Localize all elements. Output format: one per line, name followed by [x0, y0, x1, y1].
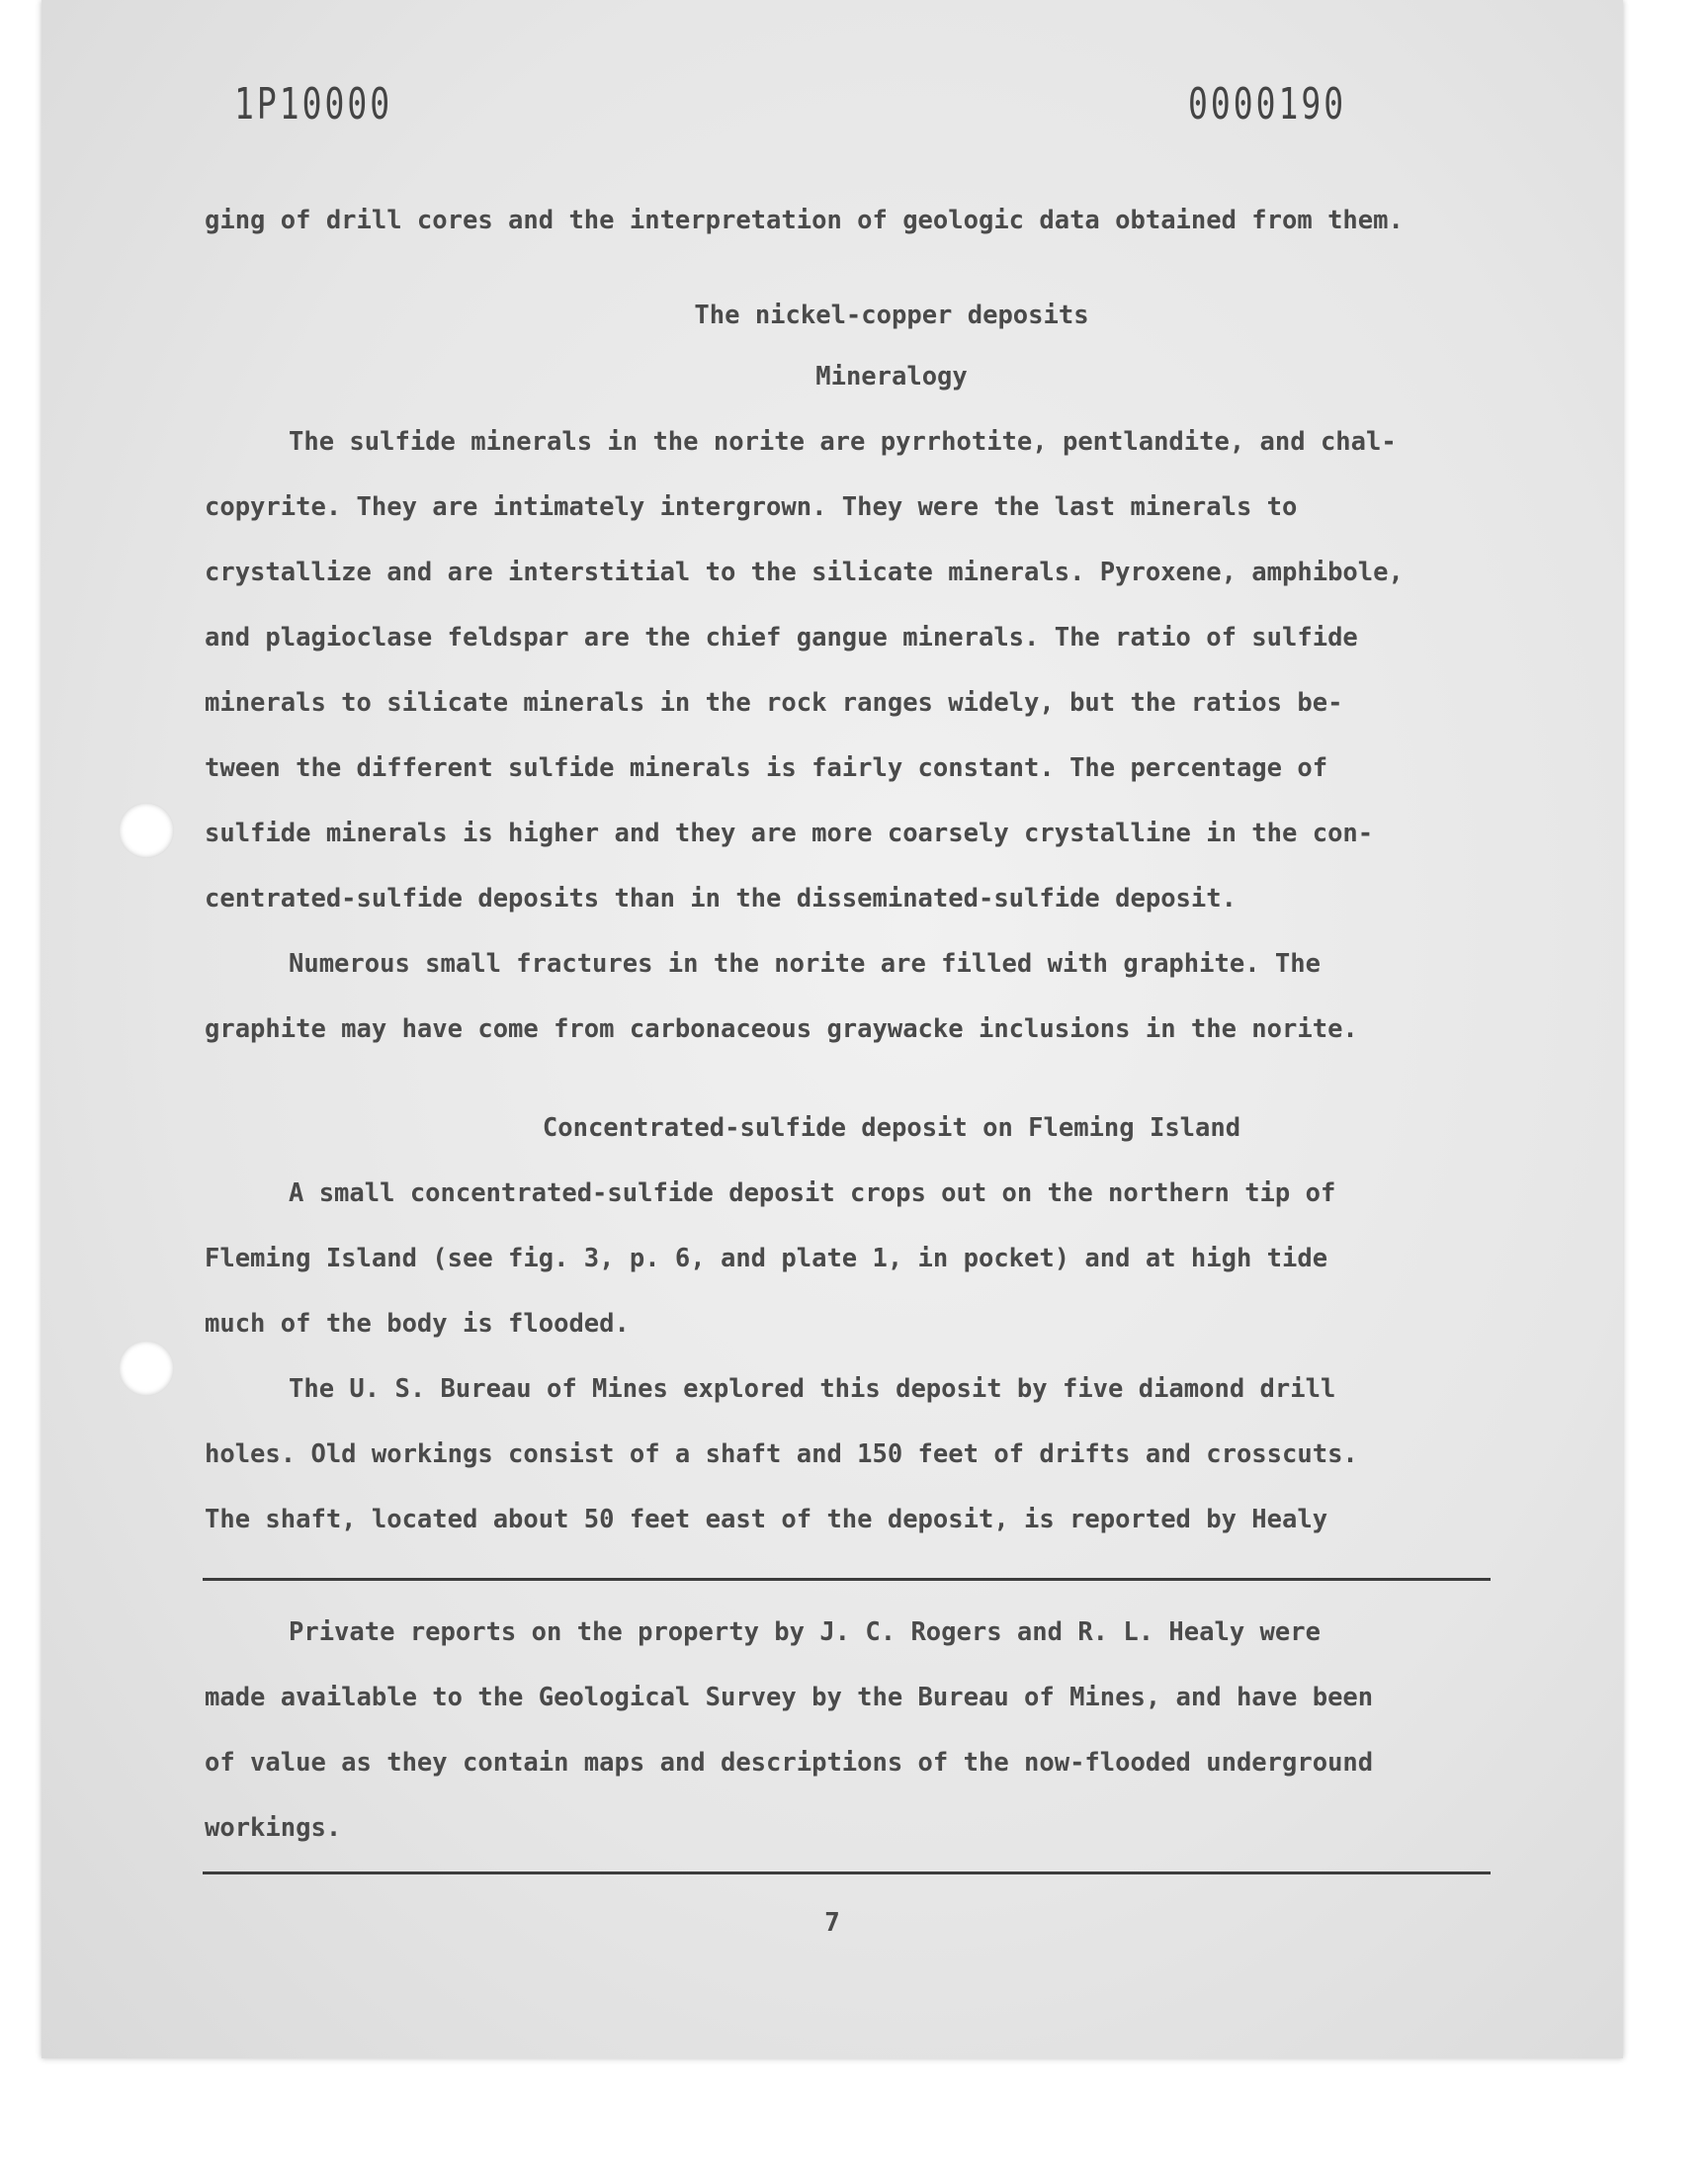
text-line: and plagioclase feldspar are the chief gangue minerals. The ratio of sulfide: [205, 623, 1358, 652]
text-line: copyrite. They are intimately intergrown. They were the last minerals to: [205, 492, 1298, 522]
text-line: The shaft, located about 50 feet east of the deposit, is reported by Healy: [205, 1505, 1328, 1534]
page-number: 7: [824, 1908, 840, 1938]
text-line: much of the body is flooded.: [205, 1309, 630, 1339]
footnote-line: of value as they contain maps and descriptions of the now-flooded underground: [205, 1748, 1374, 1778]
text-line: The U. S. Bureau of Mines explored this deposit by five diamond drill: [289, 1374, 1336, 1404]
header-stamp-left: 1P10000: [234, 79, 393, 130]
header-stamp-right: 0000190: [1188, 79, 1347, 130]
footnote: [205, 1600, 1579, 1861]
footnote-rule-top: [203, 1578, 1491, 1581]
footnote-line: workings.: [205, 1813, 342, 1843]
text-line: graphite may have come from carbonaceous graywacke inclusions in the norite.: [205, 1014, 1358, 1044]
footnote-line: made available to the Geological Survey by the Bureau of Mines, and have been: [205, 1683, 1374, 1712]
text-line: ging of drill cores and the interpretation of geologic data obtained from them.: [205, 206, 1404, 235]
text-line: minerals to silicate minerals in the rock ranges widely, but the ratios be-: [205, 688, 1343, 718]
main-text: [205, 188, 1579, 1552]
punch-hole-bottom: [119, 1341, 174, 1396]
text-line: crystallize and are interstitial to the silicate minerals. Pyroxene, amphibole,: [205, 558, 1404, 587]
text-line: The sulfide minerals in the norite are pyrrhotite, pentlandite, and chal-: [289, 427, 1397, 457]
text-line: sulfide minerals is higher and they are more coarsely crystalline in the con-: [205, 819, 1374, 848]
text-line: tween the different sulfide minerals is fairly constant. The percentage of: [205, 753, 1328, 783]
footnote-line: Private reports on the property by J. C. Rogers and R. L. Healy were: [289, 1617, 1321, 1647]
section-heading: Concentrated-sulfide deposit on Fleming Island: [542, 1113, 1241, 1143]
text-line: Fleming Island (see fig. 3, p. 6, and plate 1, in pocket) and at high tide: [205, 1244, 1328, 1273]
footnote-rule-bottom: [203, 1871, 1491, 1874]
text-line: holes. Old workings consist of a shaft and 150 feet of drifts and crosscuts.: [205, 1439, 1358, 1469]
text-line: Numerous small fractures in the norite are filled with graphite. The: [289, 949, 1321, 979]
document-page: [42, 0, 1623, 2058]
punch-hole-top: [119, 803, 174, 858]
subsection-heading: Mineralogy: [815, 362, 968, 392]
text-line: centrated-sulfide deposits than in the disseminated-sulfide deposit.: [205, 884, 1237, 914]
text-line: A small concentrated-sulfide deposit crops out on the northern tip of: [289, 1178, 1336, 1208]
section-heading: The nickel-copper deposits: [694, 301, 1089, 330]
